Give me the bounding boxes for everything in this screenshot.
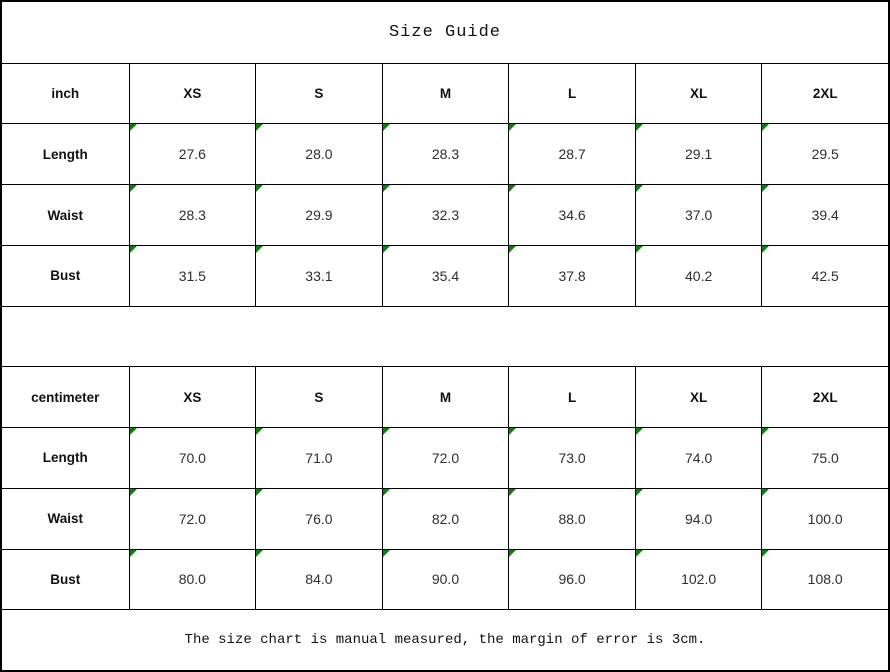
centimeter-waist-row (2, 488, 888, 549)
value-cell (255, 428, 382, 488)
size-header-xl: XL (635, 367, 762, 427)
value-cell (382, 428, 509, 488)
value-text: 72.0 (431, 449, 460, 466)
value-text: 70.0 (178, 449, 206, 466)
cell-marker-triangle-icon (636, 489, 643, 496)
value-text: 32.3 (431, 207, 460, 224)
size-header-l: L (508, 64, 635, 124)
size-header-l: L (508, 367, 635, 427)
value-text: 27.6 (178, 146, 206, 163)
size-guide-title: Size Guide (388, 22, 502, 42)
cell-marker-triangle-icon (762, 185, 769, 192)
value-cell (129, 428, 256, 488)
value-text: 100.0 (807, 510, 843, 527)
size-header-m: M (382, 367, 509, 427)
value-text: 28.0 (305, 146, 333, 163)
value-cell (635, 246, 762, 306)
value-cell (508, 246, 635, 306)
value-text: 31.5 (178, 267, 206, 284)
value-text: 40.2 (685, 267, 713, 284)
cell-marker-triangle-icon (256, 489, 263, 496)
value-cell (382, 550, 509, 610)
cell-marker-triangle-icon (256, 550, 263, 557)
inch-header-row (2, 63, 888, 124)
value-cell (255, 185, 382, 245)
value-text: 80.0 (178, 571, 206, 588)
size-header-s: S (255, 64, 382, 124)
row-label-length: Length (42, 146, 88, 162)
cell-marker-triangle-icon (130, 489, 137, 496)
value-cell (635, 124, 762, 184)
value-text: 102.0 (681, 571, 717, 588)
row-label-bust: Bust (50, 571, 81, 587)
row-label-bust: Bust (50, 268, 81, 284)
cell-marker-triangle-icon (509, 550, 516, 557)
cell-marker-triangle-icon (383, 489, 390, 496)
cell-marker-triangle-icon (636, 428, 643, 435)
value-cell (129, 489, 256, 549)
value-cell (382, 185, 509, 245)
size-header-s: S (255, 367, 382, 427)
cell-marker-triangle-icon (256, 246, 263, 253)
cell-marker-triangle-icon (636, 246, 643, 253)
inch-waist-row (2, 184, 888, 245)
value-text: 71.0 (305, 449, 333, 466)
value-cell (508, 185, 635, 245)
cell-marker-triangle-icon (636, 185, 643, 192)
value-text: 28.3 (431, 146, 460, 163)
value-cell (255, 550, 382, 610)
value-text: 37.0 (685, 207, 713, 224)
size-header-2xl: 2XL (761, 367, 888, 427)
inch-length-row (2, 123, 888, 184)
value-text: 29.5 (811, 146, 839, 163)
value-cell (635, 428, 762, 488)
value-cell (761, 124, 888, 184)
cell-marker-triangle-icon (256, 428, 263, 435)
value-text: 72.0 (178, 510, 206, 527)
value-cell (129, 246, 256, 306)
measurement-disclaimer: The size chart is manual measured, the margin of error is 3cm. (2, 609, 888, 670)
value-text: 90.0 (431, 571, 460, 588)
value-cell (255, 246, 382, 306)
value-text: 39.4 (811, 207, 839, 224)
value-text: 28.3 (178, 207, 206, 224)
cell-marker-triangle-icon (509, 428, 516, 435)
size-header-2xl: 2XL (761, 64, 888, 124)
value-text: 82.0 (431, 510, 460, 527)
value-cell (635, 489, 762, 549)
centimeter-bust-row (2, 549, 888, 610)
value-text: 84.0 (305, 571, 333, 588)
value-text: 88.0 (558, 510, 586, 527)
cell-marker-triangle-icon (762, 428, 769, 435)
cell-marker-triangle-icon (762, 124, 769, 131)
size-header-xs: XS (129, 367, 256, 427)
value-text: 76.0 (305, 510, 333, 527)
cell-marker-triangle-icon (509, 489, 516, 496)
value-text: 29.1 (685, 146, 713, 163)
value-cell (382, 246, 509, 306)
size-header-xs: XS (129, 64, 256, 124)
cell-marker-triangle-icon (130, 185, 137, 192)
cell-marker-triangle-icon (130, 124, 137, 131)
value-cell (508, 489, 635, 549)
value-text: 96.0 (558, 571, 586, 588)
value-text: 94.0 (685, 510, 713, 527)
value-cell (761, 428, 888, 488)
cell-marker-triangle-icon (256, 185, 263, 192)
value-text: 73.0 (558, 449, 586, 466)
value-text: 75.0 (811, 449, 839, 466)
cell-marker-triangle-icon (509, 246, 516, 253)
size-header-m: M (382, 64, 509, 124)
cell-marker-triangle-icon (762, 246, 769, 253)
row-label-waist: Waist (47, 207, 84, 223)
cell-marker-triangle-icon (383, 428, 390, 435)
unit-header-centimeter: centimeter (31, 389, 100, 405)
cell-marker-triangle-icon (383, 185, 390, 192)
cell-marker-triangle-icon (130, 246, 137, 253)
value-text: 37.8 (558, 267, 586, 284)
value-cell (761, 550, 888, 610)
value-text: 108.0 (807, 571, 843, 588)
cell-marker-triangle-icon (636, 124, 643, 131)
unit-header-inch: inch (51, 86, 80, 102)
value-text: 33.1 (305, 267, 333, 284)
cell-marker-triangle-icon (130, 428, 137, 435)
value-text: 28.7 (558, 146, 586, 163)
cell-marker-triangle-icon (762, 550, 769, 557)
size-header-xl: XL (635, 64, 762, 124)
cell-marker-triangle-icon (383, 246, 390, 253)
value-cell (129, 124, 256, 184)
value-text: 42.5 (811, 267, 839, 284)
cell-marker-triangle-icon (509, 124, 516, 131)
value-cell (508, 428, 635, 488)
value-cell (129, 185, 256, 245)
value-cell (508, 550, 635, 610)
value-text: 35.4 (431, 267, 460, 284)
cell-marker-triangle-icon (383, 550, 390, 557)
value-cell (761, 246, 888, 306)
value-cell (761, 185, 888, 245)
value-cell (382, 124, 509, 184)
cell-marker-triangle-icon (636, 550, 643, 557)
cell-marker-triangle-icon (256, 124, 263, 131)
centimeter-length-row (2, 427, 888, 488)
cell-marker-triangle-icon (130, 550, 137, 557)
cell-marker-triangle-icon (762, 489, 769, 496)
value-cell (761, 489, 888, 549)
cell-marker-triangle-icon (383, 124, 390, 131)
inch-bust-row (2, 245, 888, 306)
value-text: 29.9 (305, 207, 333, 224)
value-text: 34.6 (558, 207, 586, 224)
value-cell (255, 124, 382, 184)
value-cell (635, 550, 762, 610)
value-cell (382, 489, 509, 549)
value-cell (508, 124, 635, 184)
cell-marker-triangle-icon (509, 185, 516, 192)
spacer-row (2, 306, 888, 367)
value-text: 74.0 (685, 449, 713, 466)
value-cell (635, 185, 762, 245)
centimeter-header-row (2, 366, 888, 427)
row-label-length: Length (42, 450, 88, 466)
row-label-waist: Waist (47, 511, 84, 527)
value-cell (129, 550, 256, 610)
value-cell (255, 489, 382, 549)
